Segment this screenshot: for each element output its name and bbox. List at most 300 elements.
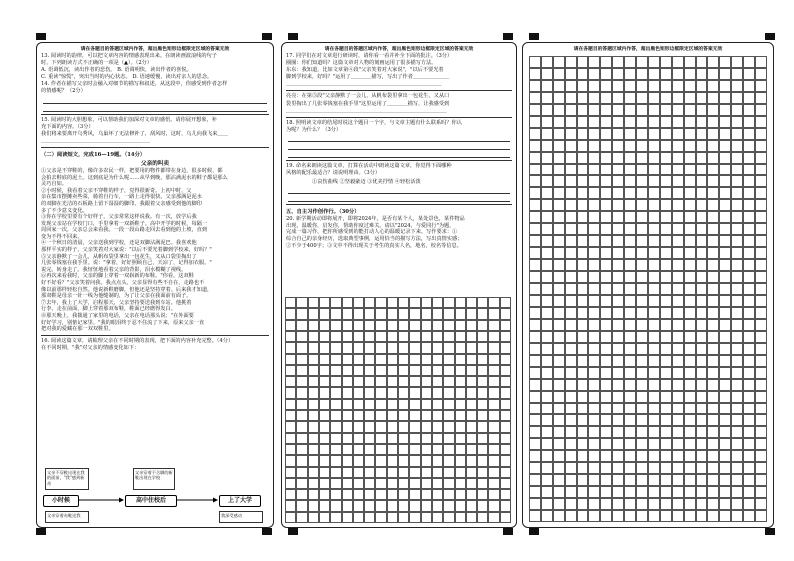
grid-cell[interactable] — [421, 365, 432, 376]
grid-cell[interactable] — [648, 486, 660, 498]
grid-cell[interactable] — [319, 354, 330, 365]
grid-cell[interactable] — [731, 128, 743, 140]
grid-cell[interactable] — [684, 414, 696, 426]
grid-cell[interactable] — [660, 211, 672, 223]
grid-cell[interactable] — [477, 444, 488, 455]
grid-cell[interactable] — [660, 80, 672, 92]
grid-cell[interactable] — [443, 478, 454, 489]
grid-cell[interactable] — [455, 387, 466, 398]
grid-cell[interactable] — [529, 283, 541, 295]
grid-cell[interactable] — [707, 56, 719, 68]
grid-cell[interactable] — [477, 467, 488, 478]
grid-cell[interactable] — [308, 297, 319, 308]
grid-cell[interactable] — [743, 426, 755, 438]
grid-cell[interactable] — [624, 92, 636, 104]
grid-cell[interactable] — [553, 92, 565, 104]
grid-cell[interactable] — [577, 259, 589, 271]
grid-cell[interactable] — [466, 399, 477, 410]
grid-cell[interactable] — [648, 80, 660, 92]
grid-cell[interactable] — [488, 376, 499, 387]
grid-cell[interactable] — [541, 510, 553, 522]
grid-cell[interactable] — [731, 367, 743, 379]
grid-cell[interactable] — [375, 376, 386, 387]
grid-cell[interactable] — [600, 307, 612, 319]
grid-cell[interactable] — [660, 283, 672, 295]
grid-cell[interactable] — [636, 128, 648, 140]
grid-cell[interactable] — [387, 331, 398, 342]
grid-cell[interactable] — [387, 320, 398, 331]
grid-cell[interactable] — [600, 223, 612, 235]
grid-cell[interactable] — [330, 410, 341, 421]
grid-cell[interactable] — [285, 387, 296, 398]
grid-cell[interactable] — [707, 486, 719, 498]
grid-cell[interactable] — [330, 342, 341, 353]
grid-cell[interactable] — [488, 365, 499, 376]
grid-cell[interactable] — [319, 455, 330, 466]
grid-cell[interactable] — [660, 223, 672, 235]
grid-cell[interactable] — [529, 319, 541, 331]
grid-cell[interactable] — [660, 414, 672, 426]
grid-cell[interactable] — [600, 56, 612, 68]
grid-cell[interactable] — [432, 500, 443, 511]
grid-cell[interactable] — [624, 175, 636, 187]
grid-cell[interactable] — [285, 354, 296, 365]
grid-cell[interactable] — [743, 450, 755, 462]
grid-cell[interactable] — [672, 68, 684, 80]
grid-cell[interactable] — [600, 271, 612, 283]
grid-cell[interactable] — [285, 320, 296, 331]
grid-cell[interactable] — [319, 433, 330, 444]
grid-cell[interactable] — [577, 462, 589, 474]
grid-cell[interactable] — [624, 56, 636, 68]
grid-cell[interactable] — [330, 478, 341, 489]
grid-cell[interactable] — [588, 140, 600, 152]
grid-cell[interactable] — [648, 319, 660, 331]
grid-cell[interactable] — [624, 223, 636, 235]
grid-cell[interactable] — [588, 259, 600, 271]
grid-cell[interactable] — [588, 211, 600, 223]
grid-cell[interactable] — [577, 319, 589, 331]
grid-cell[interactable] — [364, 500, 375, 511]
grid-cell[interactable] — [684, 175, 696, 187]
grid-cell[interactable] — [477, 320, 488, 331]
grid-cell[interactable] — [553, 403, 565, 415]
grid-cell[interactable] — [624, 486, 636, 498]
grid-cell[interactable] — [624, 211, 636, 223]
grid-cell[interactable] — [541, 235, 553, 247]
grid-cell[interactable] — [577, 510, 589, 522]
grid-cell[interactable] — [612, 295, 624, 307]
grid-cell[interactable] — [612, 152, 624, 164]
grid-cell[interactable] — [648, 367, 660, 379]
grid-cell[interactable] — [660, 391, 672, 403]
grid-cell[interactable] — [308, 478, 319, 489]
grid-cell[interactable] — [648, 426, 660, 438]
grid-cell[interactable] — [398, 433, 409, 444]
grid-cell[interactable] — [387, 365, 398, 376]
grid-cell[interactable] — [466, 433, 477, 444]
grid-cell[interactable] — [342, 320, 353, 331]
grid-cell[interactable] — [731, 462, 743, 474]
grid-cell[interactable] — [588, 319, 600, 331]
grid-cell[interactable] — [541, 128, 553, 140]
grid-cell[interactable] — [541, 474, 553, 486]
grid-cell[interactable] — [684, 116, 696, 128]
grid-cell[interactable] — [565, 104, 577, 116]
grid-cell[interactable] — [285, 297, 296, 308]
grid-cell[interactable] — [636, 391, 648, 403]
grid-cell[interactable] — [443, 399, 454, 410]
grid-cell[interactable] — [342, 512, 353, 523]
grid-cell[interactable] — [612, 56, 624, 68]
grid-cell[interactable] — [565, 140, 577, 152]
grid-cell[interactable] — [660, 462, 672, 474]
grid-cell[interactable] — [719, 199, 731, 211]
grid-cell[interactable] — [285, 331, 296, 342]
grid-cell[interactable] — [731, 498, 743, 510]
grid-cell[interactable] — [684, 379, 696, 391]
grid-cell[interactable] — [387, 399, 398, 410]
grid-cell[interactable] — [466, 512, 477, 523]
grid-cell[interactable] — [577, 92, 589, 104]
grid-cell[interactable] — [353, 410, 364, 421]
grid-cell[interactable] — [684, 438, 696, 450]
grid-cell[interactable] — [719, 450, 731, 462]
grid-cell[interactable] — [553, 367, 565, 379]
grid-cell[interactable] — [541, 223, 553, 235]
grid-cell[interactable] — [636, 271, 648, 283]
grid-cell[interactable] — [477, 512, 488, 523]
grid-cell[interactable] — [387, 444, 398, 455]
grid-cell[interactable] — [387, 387, 398, 398]
grid-cell[interactable] — [443, 444, 454, 455]
grid-cell[interactable] — [707, 438, 719, 450]
grid-cell[interactable] — [684, 68, 696, 80]
grid-cell[interactable] — [660, 175, 672, 187]
grid-cell[interactable] — [719, 128, 731, 140]
grid-cell[interactable] — [466, 387, 477, 398]
grid-cell[interactable] — [409, 489, 420, 500]
grid-cell[interactable] — [296, 399, 307, 410]
grid-cell[interactable] — [443, 308, 454, 319]
grid-cell[interactable] — [707, 259, 719, 271]
grid-cell[interactable] — [296, 376, 307, 387]
grid-cell[interactable] — [719, 187, 731, 199]
grid-cell[interactable] — [636, 474, 648, 486]
grid-cell[interactable] — [353, 467, 364, 478]
grid-cell[interactable] — [285, 444, 296, 455]
grid-cell[interactable] — [648, 199, 660, 211]
grid-cell[interactable] — [541, 80, 553, 92]
grid-cell[interactable] — [600, 116, 612, 128]
grid-cell[interactable] — [588, 498, 600, 510]
grid-cell[interactable] — [577, 116, 589, 128]
grid-cell[interactable] — [612, 259, 624, 271]
grid-cell[interactable] — [636, 498, 648, 510]
grid-cell[interactable] — [612, 498, 624, 510]
grid-cell[interactable] — [353, 421, 364, 432]
grid-cell[interactable] — [707, 211, 719, 223]
grid-cell[interactable] — [707, 510, 719, 522]
grid-cell[interactable] — [296, 297, 307, 308]
grid-cell[interactable] — [731, 450, 743, 462]
grid-cell[interactable] — [660, 474, 672, 486]
grid-cell[interactable] — [743, 319, 755, 331]
grid-cell[interactable] — [285, 376, 296, 387]
grid-cell[interactable] — [743, 486, 755, 498]
grid-cell[interactable] — [743, 355, 755, 367]
grid-cell[interactable] — [432, 376, 443, 387]
grid-cell[interactable] — [541, 68, 553, 80]
grid-cell[interactable] — [432, 320, 443, 331]
grid-cell[interactable] — [364, 320, 375, 331]
grid-cell[interactable] — [684, 307, 696, 319]
grid-cell[interactable] — [719, 116, 731, 128]
grid-cell[interactable] — [696, 355, 708, 367]
grid-cell[interactable] — [500, 489, 511, 500]
grid-cell[interactable] — [696, 450, 708, 462]
grid-cell[interactable] — [500, 365, 511, 376]
grid-cell[interactable] — [743, 152, 755, 164]
grid-cell[interactable] — [600, 331, 612, 343]
grid-cell[interactable] — [624, 343, 636, 355]
grid-cell[interactable] — [421, 308, 432, 319]
grid-cell[interactable] — [696, 403, 708, 415]
grid-cell[interactable] — [624, 68, 636, 80]
grid-cell[interactable] — [648, 128, 660, 140]
grid-cell[interactable] — [477, 410, 488, 421]
grid-cell[interactable] — [743, 343, 755, 355]
grid-cell[interactable] — [696, 116, 708, 128]
grid-cell[interactable] — [612, 343, 624, 355]
grid-cell[interactable] — [553, 295, 565, 307]
grid-cell[interactable] — [577, 199, 589, 211]
grid-cell[interactable] — [477, 342, 488, 353]
grid-cell[interactable] — [755, 211, 767, 223]
grid-cell[interactable] — [648, 68, 660, 80]
grid-cell[interactable] — [387, 297, 398, 308]
grid-cell[interactable] — [648, 187, 660, 199]
grid-cell[interactable] — [375, 444, 386, 455]
grid-cell[interactable] — [553, 307, 565, 319]
grid-cell[interactable] — [529, 56, 541, 68]
grid-cell[interactable] — [500, 331, 511, 342]
grid-cell[interactable] — [707, 80, 719, 92]
grid-cell[interactable] — [612, 104, 624, 116]
grid-cell[interactable] — [455, 331, 466, 342]
grid-cell[interactable] — [541, 367, 553, 379]
grid-cell[interactable] — [684, 355, 696, 367]
grid-cell[interactable] — [455, 376, 466, 387]
grid-cell[interactable] — [409, 421, 420, 432]
grid-cell[interactable] — [719, 211, 731, 223]
grid-cell[interactable] — [409, 512, 420, 523]
grid-cell[interactable] — [588, 223, 600, 235]
grid-cell[interactable] — [648, 450, 660, 462]
grid-cell[interactable] — [600, 235, 612, 247]
grid-cell[interactable] — [684, 92, 696, 104]
grid-cell[interactable] — [731, 379, 743, 391]
grid-cell[interactable] — [707, 319, 719, 331]
grid-cell[interactable] — [443, 376, 454, 387]
grid-cell[interactable] — [296, 320, 307, 331]
grid-cell[interactable] — [731, 247, 743, 259]
grid-cell[interactable] — [731, 319, 743, 331]
grid-cell[interactable] — [308, 467, 319, 478]
grid-cell[interactable] — [684, 152, 696, 164]
grid-cell[interactable] — [755, 403, 767, 415]
grid-cell[interactable] — [719, 510, 731, 522]
grid-cell[interactable] — [696, 271, 708, 283]
grid-cell[interactable] — [660, 235, 672, 247]
grid-cell[interactable] — [421, 455, 432, 466]
grid-cell[interactable] — [648, 462, 660, 474]
grid-cell[interactable] — [719, 403, 731, 415]
grid-cell[interactable] — [719, 462, 731, 474]
grid-cell[interactable] — [432, 297, 443, 308]
grid-cell[interactable] — [600, 199, 612, 211]
grid-cell[interactable] — [398, 410, 409, 421]
grid-cell[interactable] — [529, 164, 541, 176]
grid-cell[interactable] — [660, 486, 672, 498]
grid-cell[interactable] — [696, 438, 708, 450]
grid-cell[interactable] — [648, 92, 660, 104]
grid-cell[interactable] — [600, 462, 612, 474]
grid-cell[interactable] — [529, 403, 541, 415]
grid-cell[interactable] — [660, 403, 672, 415]
grid-cell[interactable] — [719, 426, 731, 438]
grid-cell[interactable] — [330, 512, 341, 523]
grid-cell[interactable] — [398, 365, 409, 376]
grid-cell[interactable] — [421, 376, 432, 387]
grid-cell[interactable] — [577, 187, 589, 199]
grid-cell[interactable] — [731, 331, 743, 343]
grid-cell[interactable] — [364, 421, 375, 432]
grid-cell[interactable] — [553, 223, 565, 235]
grid-cell[interactable] — [600, 211, 612, 223]
grid-cell[interactable] — [541, 462, 553, 474]
grid-cell[interactable] — [553, 80, 565, 92]
grid-cell[interactable] — [285, 500, 296, 511]
grid-cell[interactable] — [696, 510, 708, 522]
grid-cell[interactable] — [660, 68, 672, 80]
grid-cell[interactable] — [624, 379, 636, 391]
grid-cell[interactable] — [308, 342, 319, 353]
grid-cell[interactable] — [409, 308, 420, 319]
grid-cell[interactable] — [743, 307, 755, 319]
grid-cell[interactable] — [387, 467, 398, 478]
grid-cell[interactable] — [696, 187, 708, 199]
grid-cell[interactable] — [330, 421, 341, 432]
grid-cell[interactable] — [477, 331, 488, 342]
grid-cell[interactable] — [707, 414, 719, 426]
grid-cell[interactable] — [421, 489, 432, 500]
grid-cell[interactable] — [500, 297, 511, 308]
grid-cell[interactable] — [719, 92, 731, 104]
grid-cell[interactable] — [600, 175, 612, 187]
grid-cell[interactable] — [577, 175, 589, 187]
grid-cell[interactable] — [529, 438, 541, 450]
grid-cell[interactable] — [398, 331, 409, 342]
grid-cell[interactable] — [636, 426, 648, 438]
grid-cell[interactable] — [577, 474, 589, 486]
grid-cell[interactable] — [600, 104, 612, 116]
grid-cell[interactable] — [707, 307, 719, 319]
grid-cell[interactable] — [743, 438, 755, 450]
grid-cell[interactable] — [707, 355, 719, 367]
grid-cell[interactable] — [588, 403, 600, 415]
grid-cell[interactable] — [672, 510, 684, 522]
grid-cell[interactable] — [743, 391, 755, 403]
grid-cell[interactable] — [565, 247, 577, 259]
grid-cell[interactable] — [364, 354, 375, 365]
grid-cell[interactable] — [672, 474, 684, 486]
grid-cell[interactable] — [636, 510, 648, 522]
grid-cell[interactable] — [696, 152, 708, 164]
grid-cell[interactable] — [541, 391, 553, 403]
grid-cell[interactable] — [672, 80, 684, 92]
grid-cell[interactable] — [612, 80, 624, 92]
grid-cell[interactable] — [529, 211, 541, 223]
grid-cell[interactable] — [296, 478, 307, 489]
grid-cell[interactable] — [755, 343, 767, 355]
grid-cell[interactable] — [319, 399, 330, 410]
grid-cell[interactable] — [296, 444, 307, 455]
grid-cell[interactable] — [364, 512, 375, 523]
grid-cell[interactable] — [319, 512, 330, 523]
grid-cell[interactable] — [600, 140, 612, 152]
grid-cell[interactable] — [375, 387, 386, 398]
grid-cell[interactable] — [364, 342, 375, 353]
grid-cell[interactable] — [553, 379, 565, 391]
grid-cell[interactable] — [553, 283, 565, 295]
grid-cell[interactable] — [636, 211, 648, 223]
grid-cell[interactable] — [477, 354, 488, 365]
grid-cell[interactable] — [600, 426, 612, 438]
grid-cell[interactable] — [398, 320, 409, 331]
grid-cell[interactable] — [455, 410, 466, 421]
grid-cell[interactable] — [432, 365, 443, 376]
grid-cell[interactable] — [660, 271, 672, 283]
grid-cell[interactable] — [553, 355, 565, 367]
grid-cell[interactable] — [443, 467, 454, 478]
grid-cell[interactable] — [296, 455, 307, 466]
grid-cell[interactable] — [387, 500, 398, 511]
grid-cell[interactable] — [565, 438, 577, 450]
grid-cell[interactable] — [719, 223, 731, 235]
grid-cell[interactable] — [600, 498, 612, 510]
grid-cell[interactable] — [731, 175, 743, 187]
grid-cell[interactable] — [731, 259, 743, 271]
grid-cell[interactable] — [565, 343, 577, 355]
grid-cell[interactable] — [600, 474, 612, 486]
grid-cell[interactable] — [696, 414, 708, 426]
grid-cell[interactable] — [707, 223, 719, 235]
grid-cell[interactable] — [588, 152, 600, 164]
grid-cell[interactable] — [529, 152, 541, 164]
grid-cell[interactable] — [488, 433, 499, 444]
grid-cell[interactable] — [308, 308, 319, 319]
grid-cell[interactable] — [477, 489, 488, 500]
grid-cell[interactable] — [432, 455, 443, 466]
grid-cell[interactable] — [755, 104, 767, 116]
grid-cell[interactable] — [488, 387, 499, 398]
grid-cell[interactable] — [308, 500, 319, 511]
grid-cell[interactable] — [731, 307, 743, 319]
grid-cell[interactable] — [577, 128, 589, 140]
grid-cell[interactable] — [342, 365, 353, 376]
grid-cell[interactable] — [600, 379, 612, 391]
